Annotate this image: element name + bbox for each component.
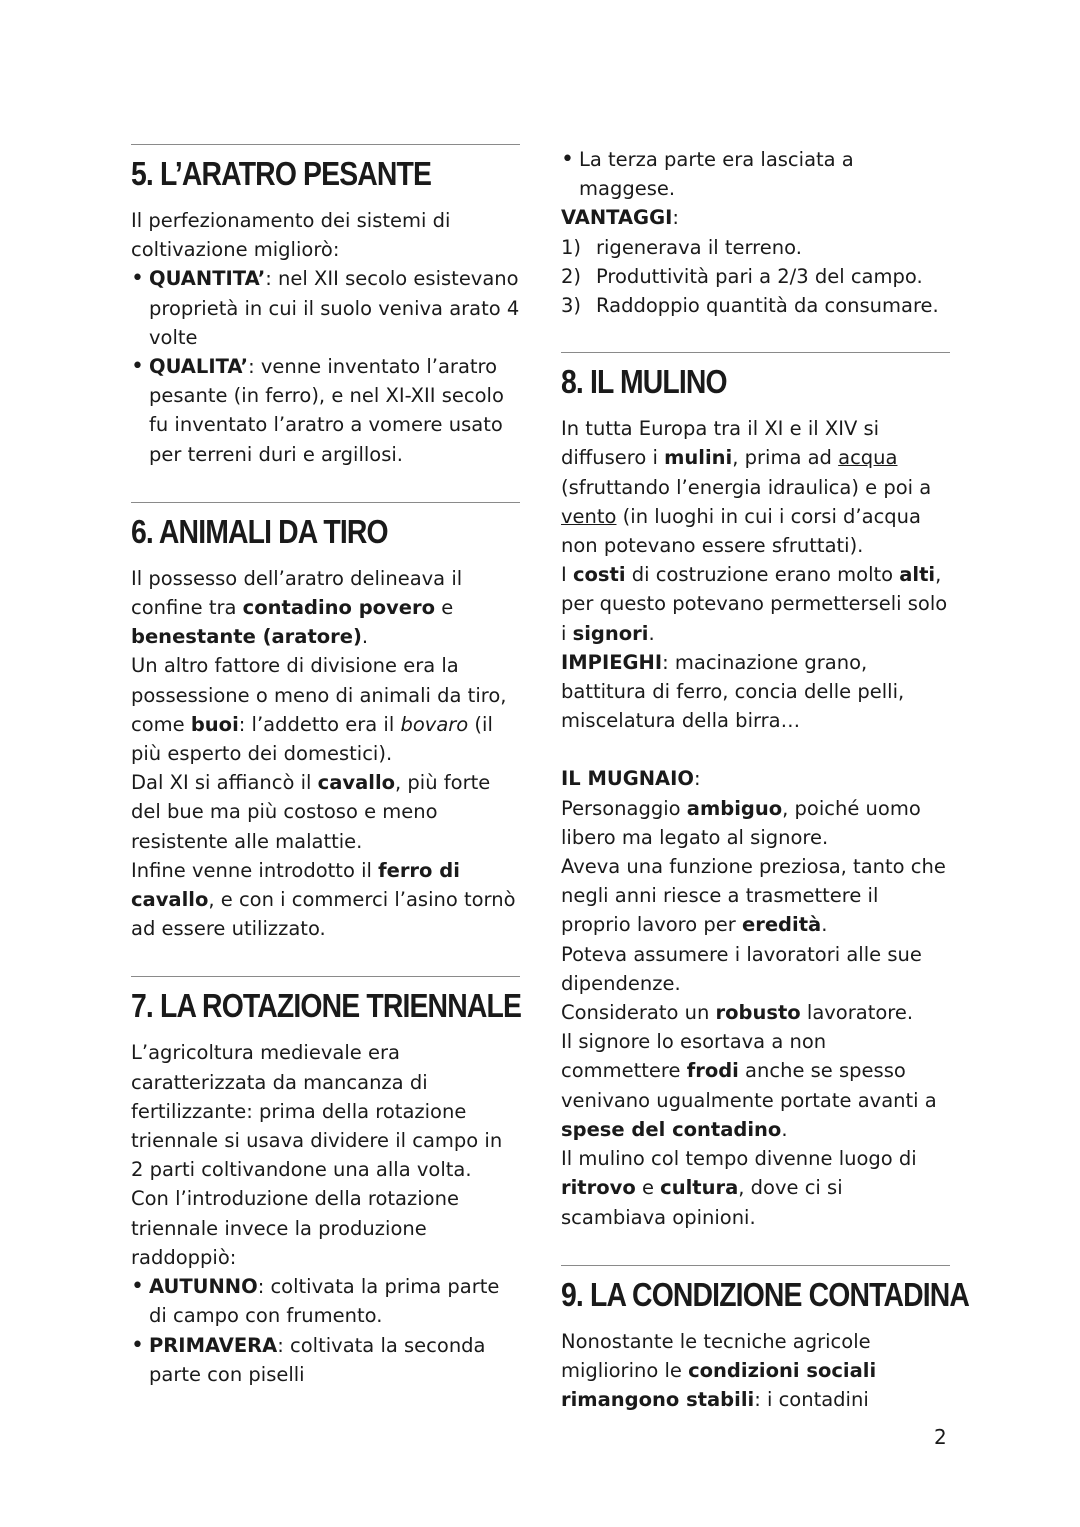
bullet-qualita xyxy=(131,352,520,469)
text: (in luoghi in cui i corsi d’acqua non potevano essere sfruttati). xyxy=(561,504,921,558)
text: (il più esperto dei domestici). xyxy=(131,712,493,766)
bullet-text: : coltivata la prima parte di campo con frumento. xyxy=(149,1275,500,1328)
text: Il signore lo esortava a non commettere xyxy=(561,1030,827,1083)
text: anche se spesso venivano ugualmente portate avanti a xyxy=(561,1059,937,1112)
text: : l’addetto era il xyxy=(238,712,401,736)
paragraph xyxy=(561,560,950,648)
list-text: rigenerava il terreno. xyxy=(596,235,802,259)
section-7-bullets-cont xyxy=(561,145,950,203)
bullet-text: : venne inventato l’aratro pesante (in ferro), e nel XI-XII secolo fu inventato l’aratro a vomere usato per terreni duri e argillosi. xyxy=(149,355,504,466)
text: . xyxy=(821,913,828,937)
text: Un altro fattore di divisione era la possessione o meno di animali da tiro, come xyxy=(131,654,507,736)
text: Infine venne introdotto il xyxy=(131,858,379,882)
text: , per questo potevano permetterseli solo i xyxy=(561,563,948,645)
bold-text: ritrovo xyxy=(561,1176,636,1200)
underlined-text: acqua xyxy=(838,446,898,470)
page-number: 2 xyxy=(934,1425,947,1449)
section-5-title: 5. L’ARATRO PESANTE xyxy=(131,155,432,192)
text: : xyxy=(693,767,701,791)
text: In tutta Europa tra il XI e il XIV si diffusero i xyxy=(561,417,880,470)
list-number: 3) xyxy=(561,294,582,318)
vantaggi-heading xyxy=(561,203,950,232)
bullet-primavera xyxy=(131,1331,520,1389)
section-6 xyxy=(131,502,520,944)
bold-text: VANTAGGI xyxy=(561,206,673,230)
bold-text: robusto xyxy=(715,1001,801,1025)
text: Aveva una funzione preziosa, tanto che negli anni riesce a trasmettere il proprio lavoro per xyxy=(561,855,946,937)
text: , prima ad xyxy=(732,446,839,470)
paragraph xyxy=(561,998,950,1027)
text: Il possesso dell’aratro delineava il confine tra xyxy=(131,566,463,620)
bold-text: alti xyxy=(899,563,936,587)
paragraph: L’agricoltura medievale era caratterizzata da mancanza di fertilizzante: prima della rotazione triennale si usava dividere il campo in 2 parti coltivandone una alla volta. xyxy=(131,1041,503,1182)
text: e xyxy=(635,1176,661,1200)
section-8-body xyxy=(561,414,950,1231)
section-9-title: 9. LA CONDIZIONE CONTADINA xyxy=(561,1275,970,1313)
bold-text: ambiguo xyxy=(686,796,783,820)
section-9-body xyxy=(561,1327,950,1415)
section-7 xyxy=(131,976,520,1388)
paragraph xyxy=(131,651,520,768)
bullet-quantita xyxy=(131,264,520,352)
paragraph xyxy=(561,414,950,560)
text: , e con i commerci l’asino tornò ad essere utilizzato. xyxy=(131,888,516,941)
bold-text: benestante (aratore) xyxy=(131,625,362,649)
section-8 xyxy=(561,352,950,1231)
paragraph xyxy=(561,852,950,940)
text: Personaggio xyxy=(561,796,687,820)
bold-text: spese del contadino xyxy=(561,1117,782,1141)
text: I xyxy=(561,563,573,587)
mugnaio-heading xyxy=(561,764,950,793)
vantaggi-item xyxy=(561,233,950,262)
paragraph xyxy=(131,856,520,944)
section-6-title: 6. ANIMALI DA TIRO xyxy=(131,512,388,550)
paragraph xyxy=(131,564,520,652)
bullet-text: : nel XII secolo esistevano proprietà in cui il suolo veniva arato 4 volte xyxy=(149,267,520,349)
text: lavoratore. xyxy=(800,1001,914,1025)
list-number: 1) xyxy=(561,235,582,259)
bold-text: costi xyxy=(572,563,626,587)
list-text: Produttività pari a 2/3 del campo. xyxy=(596,264,923,288)
right-column xyxy=(561,145,970,1414)
paragraph xyxy=(561,794,950,852)
left-column xyxy=(131,144,520,1389)
bold-text: contadino povero xyxy=(242,596,436,620)
paragraph xyxy=(561,648,950,736)
text: Dal XI si affiancò il xyxy=(131,771,318,795)
section-5 xyxy=(131,144,520,469)
underlined-text: vento xyxy=(561,504,617,528)
bold-text: buoi xyxy=(190,712,239,736)
section-6-body xyxy=(131,564,520,944)
italic-text: bovaro xyxy=(400,712,469,736)
text: Nonostante le tecniche agricole migliorino le xyxy=(561,1329,871,1382)
text: . xyxy=(781,1117,788,1141)
text: (sfruttando l’energia idraulica) e poi a xyxy=(561,475,932,499)
paragraph xyxy=(561,1327,950,1415)
text: : i contadini xyxy=(754,1388,869,1412)
list-text: Raddoppio quantità da consumare. xyxy=(596,294,939,318)
bullet-label: QUALITA’ xyxy=(149,355,249,379)
bold-text: frodi xyxy=(686,1059,739,1083)
section-5-bullets xyxy=(131,264,520,468)
bullet-label: PRIMAVERA xyxy=(149,1333,278,1357)
text: e xyxy=(435,596,454,620)
bold-text: mulini xyxy=(664,446,733,470)
paragraph xyxy=(131,768,520,856)
text: : xyxy=(672,206,679,230)
text: , dove ci si scambiava opinioni. xyxy=(561,1176,843,1229)
vantaggi-item xyxy=(561,262,950,291)
bullet-label: QUANTITA’ xyxy=(149,267,266,291)
section-7-continued xyxy=(561,145,950,320)
section-7-body xyxy=(131,1038,520,1388)
bold-text: condizioni sociali rimangono stabili xyxy=(561,1358,877,1412)
bullet-text: : coltivata la seconda parte con piselli xyxy=(149,1333,486,1386)
section-5-body xyxy=(131,206,520,469)
text: Il mulino col tempo divenne luogo di xyxy=(561,1147,917,1171)
section-8-title: 8. IL MULINO xyxy=(561,363,727,401)
bold-text: cavallo xyxy=(317,771,396,795)
spacer xyxy=(561,735,950,764)
section-5-intro: Il perfezionamento dei sistemi di coltivazione migliorò: xyxy=(131,209,451,262)
paragraph xyxy=(561,1144,950,1232)
paragraph: Con l’introduzione della rotazione triennale invece la produzione raddoppiò: xyxy=(131,1187,459,1269)
bullet-label: AUTUNNO xyxy=(149,1275,258,1299)
bold-text: cultura xyxy=(660,1176,739,1200)
paragraph: Poteva assumere i lavoratori alle sue dipendenze. xyxy=(561,942,922,995)
text: Considerato un xyxy=(561,1001,716,1025)
bullet-terza-parte: • La terza parte era lasciata a maggese. xyxy=(561,145,950,203)
text: . xyxy=(361,625,369,649)
text: . xyxy=(648,621,655,645)
bold-text: signori xyxy=(572,621,649,645)
text: : macinazione grano, battitura di ferro, concia delle pelli, miscelatura della birra… xyxy=(561,650,905,733)
vantaggi-item xyxy=(561,291,950,320)
section-9 xyxy=(561,1265,970,1415)
section-7-title: 7. LA ROTAZIONE TRIENNALE xyxy=(131,987,522,1025)
text: , poiché uomo libero ma legato al signore. xyxy=(561,796,921,849)
list-number: 2) xyxy=(561,264,582,288)
bold-text: ferro di cavallo xyxy=(131,858,460,912)
vantaggi-list xyxy=(561,233,950,321)
bold-text: IL MUGNAIO xyxy=(561,767,694,791)
bold-text: eredità xyxy=(741,913,822,937)
text: di costruzione erano molto xyxy=(625,563,900,587)
bold-text: IMPIEGHI xyxy=(561,650,663,674)
text: , più forte del bue ma più costoso e meno resistente alle malattie. xyxy=(131,771,491,853)
paragraph xyxy=(561,1027,950,1144)
bullet-autunno xyxy=(131,1272,520,1330)
section-7-bullets xyxy=(131,1272,520,1389)
